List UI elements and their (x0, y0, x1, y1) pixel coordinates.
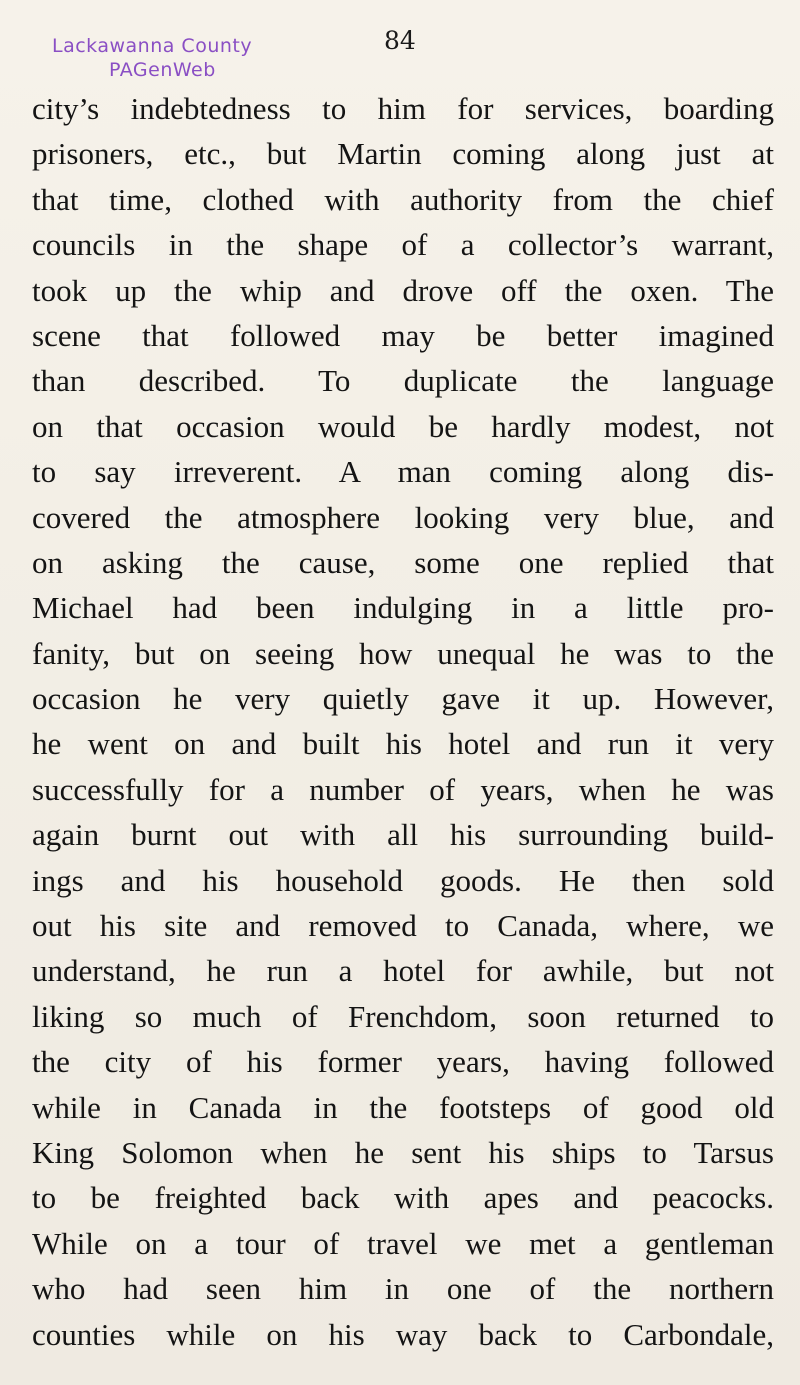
text-line: the city of his former years, having followed (32, 1044, 774, 1080)
text-line: King Solomon when he sent his ships to Tarsus (32, 1134, 774, 1170)
text-line: covered the atmosphere looking very blue, and (32, 499, 774, 535)
text-line: than described. To duplicate the language (32, 363, 774, 399)
site-watermark (52, 34, 312, 82)
text-line: who had seen him in one of the northern (32, 1271, 774, 1307)
text-line: ings and his household goods. He then sold (32, 862, 774, 898)
text-line: on that occasion would be hardly modest, not (32, 408, 774, 444)
watermark-line-1: Lackawanna County (52, 35, 253, 57)
text-line: occasion he very quietly gave it up. However, (32, 681, 774, 717)
text-line: to say irreverent. A man coming along dis- (32, 454, 774, 490)
text-line: fanity, but on seeing how unequal he was to the (32, 635, 774, 671)
text-line: city’s indebtedness to him for services, boarding (32, 91, 774, 126)
text-line: out his site and removed to Canada, where, we (32, 908, 774, 944)
text-line: While on a tour of travel we met a gentleman (32, 1225, 774, 1261)
text-line: took up the whip and drove off the oxen. The (32, 272, 774, 308)
text-line: while in Canada in the footsteps of good old (32, 1089, 774, 1125)
page-number: 84 (384, 26, 416, 55)
text-line: Michael had been indulging in a little pro- (32, 590, 774, 626)
text-line: liking so much of Frenchdom, soon returned to (32, 998, 774, 1034)
text-line: that time, clothed with authority from the chief (32, 181, 774, 217)
text-line: counties while on his way back to Carbondale, (32, 1316, 774, 1352)
text-line: scene that followed may be better imagined (32, 317, 774, 353)
body-text (32, 86, 774, 1357)
text-line: prisoners, etc., but Martin coming along just at (32, 136, 774, 172)
text-line: to be freighted back with apes and peacocks. (32, 1180, 774, 1216)
text-line: on asking the cause, some one replied that (32, 544, 774, 580)
text-line: successfully for a number of years, when he was (32, 771, 774, 807)
watermark-line-2: PAGenWeb (109, 59, 216, 81)
text-line: councils in the shape of a collector’s warrant, (32, 227, 774, 263)
text-line: again burnt out with all his surrounding build- (32, 817, 774, 853)
text-line: he went on and built his hotel and run it very (32, 726, 774, 762)
text-line: understand, he run a hotel for awhile, but not (32, 953, 774, 989)
